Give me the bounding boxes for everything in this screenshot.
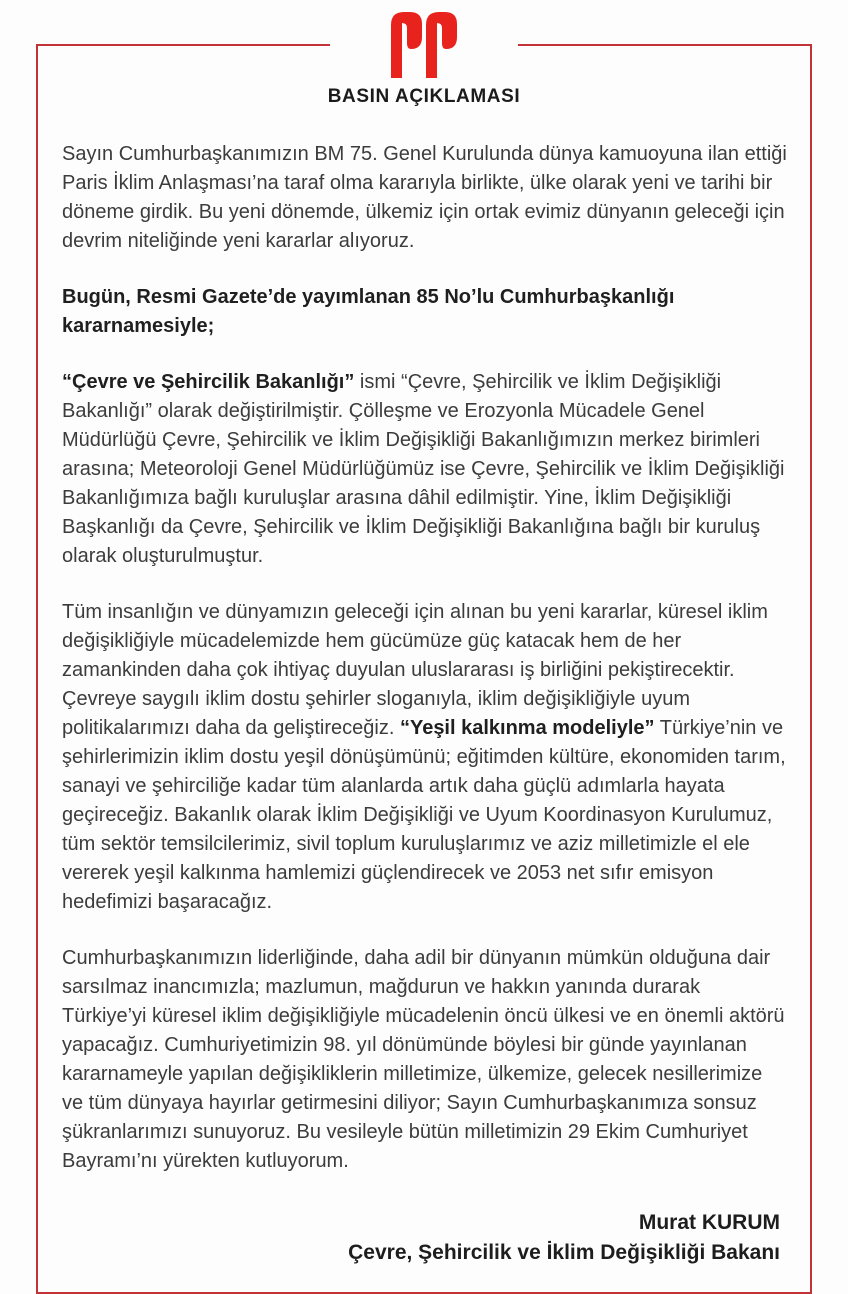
green-development-after: Türkiye’nin ve şehirlerimizin iklim dostu yeşil dönüşümünü; eğitimden kültüre, ekonomiden tarım, sanayi ve şehirciliğe kadar tüm alanlarda artık daha güçlü adımlarla hayata geçireceğiz. Bakanlık olarak İklim Değişikliği ve Uyum Koordinasyon Kurulumuz, tüm sektör temsilcilerimiz, sivil toplum kuruluşlarımız ve aziz milletimizle el ele vererek yeşil kalkınma hamlemizi güçlendirecek ve 2053 net sıfır emisyon hedefimizi başaracağız. — [62, 717, 786, 913]
paragraph-green-development — [62, 598, 788, 917]
press-release-body — [38, 140, 810, 1268]
ministry-rename-rest: ismi “Çevre, Şehircilik ve İklim Değişikliği Bakanlığı” olarak değiştirilmiştir. Çölleşme ve Erozyonla Mücadele Genel Müdürlüğü Çevre, Şehircilik ve İklim Değişikliği Bakanlığımızın merkez birimleri arasına; Meteoroloji Genel Müdürlüğümüz ise Çevre, Şehircilik ve İklim Değişikliği Bakanlığımıza bağlı kuruluşlar arasına dâhil edilmiştir. Yine, İklim Değişikliği Başkanlığı da Çevre, Şehircilik ve İklim Değişikliği Bakanlığına bağlı bir kuruluş olarak oluşturulmuştur. — [62, 371, 785, 567]
paragraph-decree: Bugün, Resmi Gazete’de yayımlanan 85 No’lu Cumhurbaşkanlığı kararnamesiyle; — [62, 286, 675, 337]
paragraph-intro: Sayın Cumhurbaşkanımızın BM 75. Genel Kurulunda dünya kamuoyuna ilan ettiği Paris İklim Anlaşması’na taraf olma kararıyla birlikte, ülke olarak yeni ve tarihi bir döneme girdik. Bu yeni dönemde, ülkemiz için ortak evimiz dünyanın geleceği için devrim niteliğinde yeni kararlar alıyoruz. — [62, 143, 787, 252]
paragraph-ministry-rename — [62, 368, 788, 571]
document-frame — [36, 44, 812, 1294]
signature-role: Çevre, Şehircilik ve İklim Değişikliği Bakanı — [348, 1241, 780, 1264]
signature-name: Murat KURUM — [638, 1211, 780, 1234]
green-development-model-bold: “Yeşil kalkınma modeliyle” — [399, 717, 655, 739]
signature-block — [62, 1208, 780, 1268]
green-development-before: Tüm insanlığın ve dünyamızın geleceği için alınan bu yeni kararlar, küresel iklim değişikliğiyle mücadelemizde hem gücümüze güç katacak hem de her zamankinden daha çok ihtiyaç duyulan uluslararası iş birliğini pekiştirecektir. Çevreye saygılı iklim dostu şehirler sloganıyla, iklim değişikliğiyle uyum politikalarımızı daha da geliştireceğiz. — [62, 601, 768, 739]
paragraph-closing: Cumhurbaşkanımızın liderliğinde, daha adil bir dünyanın mümkün olduğuna dair sarsılmaz inancımızla; mazlumun, mağdurun ve hakkın yanında durarak Türkiye’yi küresel iklim değişikliğiyle mücadelenin öncü ülkesi ve en önemli aktörü yapacağız. Cumhuriyetimizin 98. yıl dönümünde böylesi bir günde yayınlanan kararnameyle yapılan değişikliklerin milletimize, ülkemize, gelecek nesillerimize ve tüm dünyaya hayırlar getirmesini diliyor; Sayın Cumhurbaşkanımıza sonsuz şükranlarımızı sunuyoruz. Bu vesileyle bütün milletimizin 29 Ekim Cumhuriyet Bayramı’nı yürekten kutluyorum. — [62, 947, 785, 1172]
ministry-old-name-bold: “Çevre ve Şehircilik Bakanlığı” — [62, 371, 355, 393]
opening-double-quote-icon — [391, 12, 457, 78]
page-title: BASIN AÇIKLAMASI — [327, 86, 521, 107]
